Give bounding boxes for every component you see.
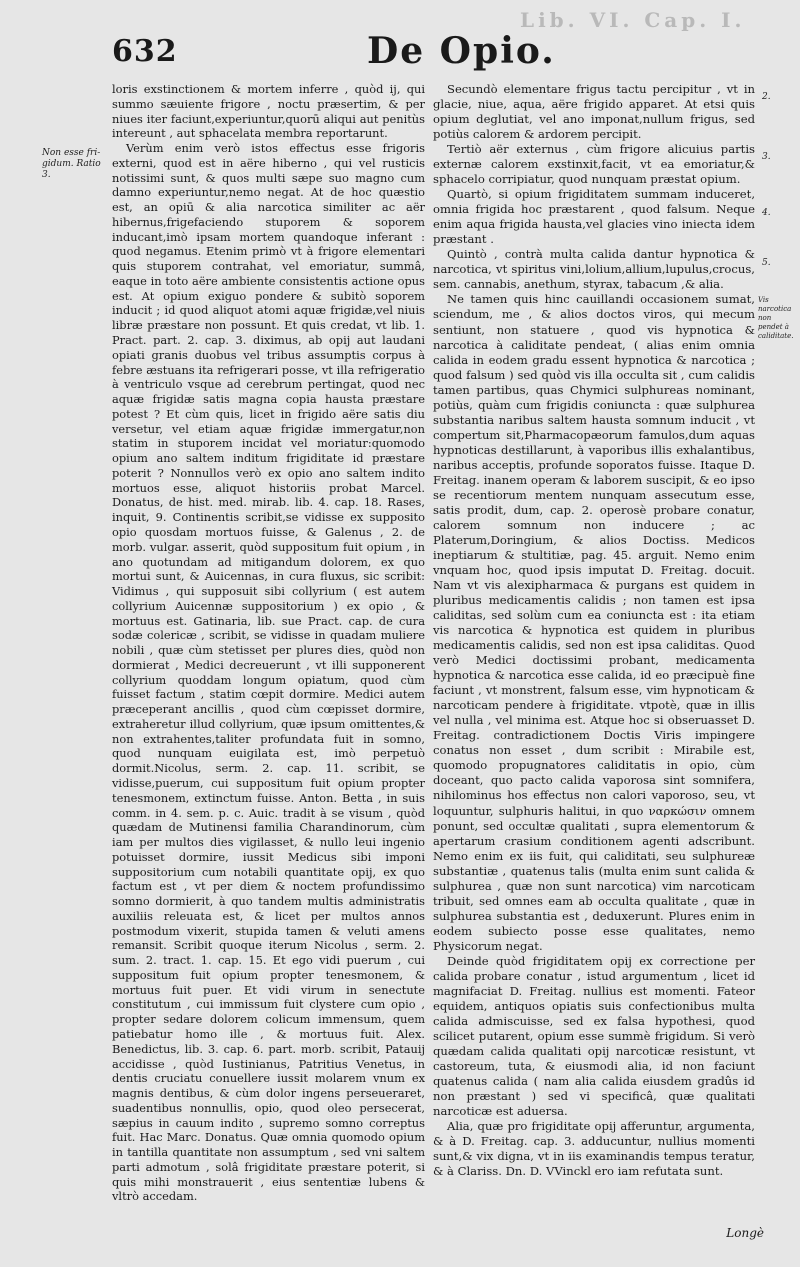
right-paragraph: Alia, quæ pro frigiditate opij afferuntur, argumenta, & à D. Freitag. cap. 3. adducuntur, nullius momenti sunt,& vix digna, vt in iis examinandis tempus teratur, & à Clariss. Dn. D. VVinckl ero iam refutata sunt. (433, 1119, 755, 1179)
page-header (112, 30, 760, 80)
right-paragraph: Deinde quòd frigiditatem opij ex correctione per calida probare conatur , istud argumentum , licet id magnifaciat D. Freitag. nullius est momenti. Fateor equidem, antiquos opiatis suis confectionibus multa calida admiscuisse, sed ex falsa hypothesi, quod scilicet putarent, opium esse summè frigidum. Si verò quædam calida qualitati opij narcoticæ resistunt, vt castoreum, tuta, & eiusmodi alia, id non faciunt quatenus calida ( nam alia calida eiusdem gradûs id non præstant ) sed vi specificâ, quæ qualitati narcoticæ est aduersa. (433, 953, 755, 1119)
right-paragraph: Quartò, si opium frigiditatem summam induceret, omnia frigida hoc præstarent , quod falsum. Neque enim aqua frigida hausta,vel glacies vino iniecta idem præstant . (433, 187, 755, 247)
margin-note-2: 2. (762, 92, 771, 102)
margin-note-4: 4. (762, 208, 771, 218)
right-paragraph: Tertiò aër externus , cùm frigore alicuius partis externæ calorem exstinxit,facit, vt ea emoriatur,& sphacelo corripiatur, quod nunquam præstat opium. (433, 142, 755, 187)
right-paragraph: Ne tamen quis hinc cauillandi occasionem sumat, sciendum, me , & alios doctos viros, qui mecum sentiunt, non statuere , quod vis hypnotica & narcotica à caliditate pendeat, ( alias enim omnia calida in eodem gradu essent hypnotica & narcotica ; quod falsum ) sed quòd vis illa occulta sit , cum calidis tamen partibus, quas Chymici sulphureas nominant, potiùs, quàm cum frigidis coniuncta : quæ sulphurea substantia naribus saltem hausta somnum inducit , vt compertum sit,Pharmacopæorum famulos,dum aquas hypnoticas destillarunt, à vaporibus illis exhalantibus, naribus acceptis, profunde soporatos fuisse. Itaque D. Freitag. inanem operam & laborem suscipit, & eo ipso se recentiorum mentem nunquam assecutum esse, satis prodit, dum, cap. 2. operosè probare conatur, calorem somnum non inducere ; ac Platerum,Doringium, & alios Doctiss. Medicos ineptiarum & stultitiæ, pag. 45. arguit. Nemo enim vnquam hoc, quod ipsis imputat D. Freitag. docuit. Nam vt vis alexipharmaca & purgans est quidem in pluribus medicamentis calidis ; non tamen est ipsa caliditas, sed solùm cum ea coniuncta est : ita etiam vis narcotica & hypnotica est quidem in pluribus medicamentis calidis, sed non est ipsa caliditas. Quod verò Medici doctissimi probant, medicamenta hypnotica & narcotica esse calida, id eo præcipuè fine faciunt , vt monstrent, falsum esse, vim hypnoticam & narcoticam pendere à frigiditate. vtpotè, quæ in illis vel nulla , vel minima est. Atque hoc si obseruasset D. Freitag. contradictionem Doctis Viris impingere conatus non esset , dum scribit : Mirabile est, quomodo propugnatores caliditatis in opio, cùm doceant, quo pacto calida vaporosa sint somnifera, nihilominus hos effectus non calori vaporoso, seu, vt loquuntur, sulphuris halitui, in quo ναρκώσιν omnem ponunt, sed occultæ qualitati , supra elementorum & apertarum crasium conditionem agenti adscribunt. Nemo enim ex iis fuit, qui caliditati, seu sulphureæ substantiæ , quatenus talis (multa enim sunt calida & sulphurea , quæ non sunt narcotica) vim narcoticam tribuit, sed omnes eam ab occulta qualitate , quæ in sulphurea substantia est , deduxerunt. Plures enim in eodem subiecto posse esse qualitates, nemo Physicorum negat. (433, 292, 755, 953)
left-paragraph: loris exstinctionem & mortem inferre , quòd ij, qui summo sæuiente frigore , noctu præsertim, & per niues iter faciunt,experiuntur,quorū aliqui aut penitùs intereunt , aut sphacelata membra reportarunt. (112, 82, 425, 141)
left-column (112, 82, 425, 1204)
margin-note-3: 3. (762, 152, 771, 162)
catchword: Longè (726, 1226, 764, 1240)
margin-note-vis-narcotica: Vis narcotica non pendet à caliditate. (758, 296, 794, 340)
right-paragraph: Quintò , contrà multa calida dantur hypnotica & narcotica, vt spiritus vini,lolium,allium,lupulus,crocus, sem. cannabis, anethum, styrax, tabacum ,& alia. (433, 247, 755, 292)
running-title: De Opio. (367, 30, 556, 72)
margin-note-left: Non esse fri- gidum. Ratio 3. (42, 148, 101, 180)
bleed-through-text: Lib. VI. Cap. I. (520, 8, 746, 32)
right-paragraph: Secundò elementare frigus tactu percipitur , vt in glacie, niue, aqua, aëre frigido apparet. At etsi quis opium deglutiat, vel ano imponat,nullum frigus, sed potiùs calorem & ardorem percipit. (433, 82, 755, 142)
left-paragraph: Verùm enim verò istos effectus esse frigoris externi, quod est in aëre hiberno , qui vel rusticis notissimi sunt, & quos multi sæpe suo magno cum damno experiuntur,nemo negat. At de hoc quæstio est, an opiū & alia narcotica similiter ac aër hibernus,frigefaciendo stuporem & soporem inducant,imò ipsam mortem quandoque inferant : quod negamus. Etenim primò vt à frigore elementari quis stuporem contrahat, vel emoriatur, summâ, eaque in toto aëre ambiente consistentis actione opus est. At opium exiguo pondere & subitò soporem inducit ; id quod aliquot atomi aquæ frigidæ,vel niuis libræ præstare non possunt. Et quis credat, vt lib. 1. Pract. part. 2. cap. 3. diximus, ab opij aut laudani opiati granis duobus vel tribus assumptis corpus à febre æstuans ita refrigerari posse, vt illa refrigeratio à ventriculo vsque ad cerebrum pertingat, quod nec aquæ frigidæ satis magna copia hausta præstare potest ? Et cùm quis, licet in frigido aëre satis diu versetur, vel etiam aquæ frigidæ immergatur,non statim in stuporem incidat vel moriatur:quomodo opium ano saltem inditum frigiditate id præstare poterit ? Nonnullos verò ex opio ano saltem indito mortuos esse, aliquot historiis probat Marcel. Donatus, de hist. med. mirab. lib. 4. cap. 18. Rases, inquit, 9. Continentis scribit,se vidisse ex supposito opio quosdam mortuos fuisse, & Galenus , 2. de morb. vulgar. asserit, quòd suppositum fuit opium , in ano quotundam ad mitigandum dolorem, ex quo mortui sunt, & Auicennas, in cura fluxus, sic scribit: Vidimus , qui supposuit sibi collyrium ( est autem collyrium Auicennæ suppositorium ) ex opio , & mortuus est. Gatinaria, lib. sue Pract. cap. de cura sodæ colericæ , scribit, se vidisse in quadam muliere nobili , quæ cùm stetisset per plures dies, quòd non dormierat , Medici decreuerunt , vt illi supponerent collyrium quoddam longum opiatum, quod cùm fuisset factum , statim cœpit dormire. Medici autem præceperant ancillis , quod cùm cœpisset dormire, extraheretur illud collyrium, quæ ipsum omittentes,& non extrahentes,taliter profundata fuit in somno, quod nunquam euigilata est, imò perpetuò dormit.Nicolus, serm. 2. cap. 11. scribit, se vidisse,puerum, cui suppositum fuit opium propter tenesmonem, extinctum fuisse. Anton. Betta , in suis comm. in 4. sem. p. c. Auic. tradit à se visum , quòd quædam de Mutinensi familia Charandinorum, cùm iam per multos dies vigilasset, & nullo leui ingenio potuisset dormire, iussit Medicus sibi imponi suppositorium cum notabili quantitate opij, ex quo factum est , vt per diem & noctem profundissimo somno dormierit, à quo tandem multis administratis auxiliis releuata est, & licet per multos annos postmodum vixerit, stupida tamen & veluti amens remansit. Scribit quoque iterum Nicolus , serm. 2. sum. 2. tract. 1. cap. 15. Et ego vidi puerum , cui suppositum fuit opium propter tenesmonem, & mortuus fuit puer. Et vidi virum in senectute constitutum , cui immissum fuit clystere cum opio , propter sedare dolorem colicum immensum, quem patiebatur homo ille , & mortuus fuit. Alex. Benedictus, lib. 3. cap. 6. part. morb. scribit, Patauij accidisse , quòd Iustinianus, Patritius Venetus, in dentis cruciatu conuellere iussit molarem vnum ex magnis dentibus, & cùm dolor ingens perseueraret, suadentibus nonnullis, opio, quod oleo persecerat, sæpius in cauum indito , supremo somno correptus fuit. Hac Marc. Donatus. Quæ omnia quomodo opium in tantilla quantitate non assumptum , sed vni saltem parti admotum , solâ frigiditate præstare poterit, si quis mihi monstrauerit , eius sententiæ lubens & vltrò accedam. (112, 141, 425, 1204)
page-number: 632 (112, 34, 178, 69)
right-column (433, 82, 755, 1179)
margin-note-5: 5. (762, 258, 771, 268)
